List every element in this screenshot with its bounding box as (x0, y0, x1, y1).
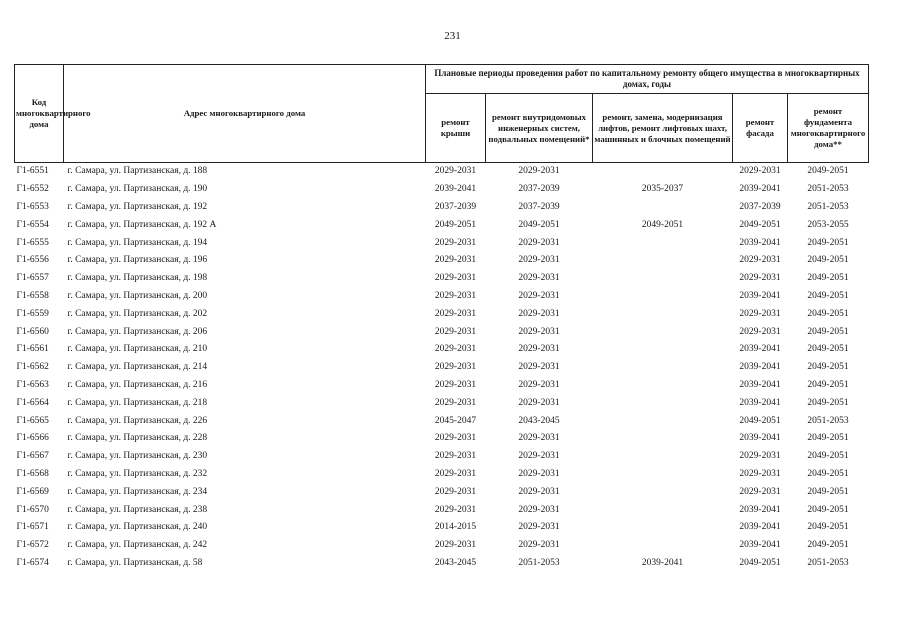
table-row (15, 483, 869, 501)
cell-address: г. Самара, ул. Партизанская, д. 238 (67, 504, 208, 515)
cell-roof: 2049-2051 (434, 219, 477, 230)
table-row (15, 430, 869, 448)
cell-facade: 2039-2041 (739, 522, 781, 533)
cell-foundation: 2049-2051 (807, 468, 849, 479)
cell-foundation: 2049-2051 (807, 326, 849, 337)
cell-roof: 2029-2031 (434, 486, 477, 497)
table-row (15, 341, 869, 359)
cell-roof: 2029-2031 (434, 540, 477, 551)
cell-roof: 2029-2031 (434, 451, 477, 462)
table-row (15, 466, 869, 484)
cell-code: Г1-6569 (16, 486, 49, 497)
header-code: Код многоквартирного дома (15, 65, 64, 163)
cell-facade: 2039-2041 (739, 290, 781, 301)
table-row (15, 394, 869, 412)
cell-roof: 2014-2015 (434, 522, 477, 533)
cell-address: г. Самара, ул. Партизанская, д. 58 (67, 557, 203, 568)
cell-elevators (593, 377, 733, 395)
table-row (15, 323, 869, 341)
cell-engineering: 2029-2031 (518, 344, 560, 355)
cell-roof: 2029-2031 (434, 326, 477, 337)
header-facade: ремонт фасада (733, 94, 788, 163)
cell-facade: 2049-2051 (739, 415, 781, 426)
cell-foundation: 2051-2053 (807, 201, 849, 212)
cell-address: г. Самара, ул. Партизанская, д. 190 (67, 184, 208, 195)
cell-facade: 2037-2039 (739, 201, 781, 212)
cell-address: г. Самара, ул. Партизанская, д. 240 (67, 522, 208, 533)
cell-roof: 2039-2041 (434, 184, 477, 195)
cell-code: Г1-6561 (16, 344, 49, 355)
cell-facade: 2039-2041 (739, 362, 781, 373)
cell-address: г. Самара, ул. Партизанская, д. 194 (67, 237, 208, 248)
cell-roof: 2029-2031 (434, 255, 477, 266)
cell-engineering: 2029-2031 (518, 255, 560, 266)
cell-facade: 2049-2051 (739, 557, 781, 568)
cell-code: Г1-6565 (16, 415, 49, 426)
cell-foundation: 2049-2051 (807, 397, 849, 408)
cell-address: г. Самара, ул. Партизанская, д. 198 (67, 273, 208, 284)
cell-code: Г1-6551 (15, 163, 64, 181)
cell-foundation: 2049-2051 (807, 540, 849, 551)
cell-address: г. Самара, ул. Партизанская, д. 218 (67, 397, 208, 408)
cell-roof: 2043-2045 (434, 557, 477, 568)
cell-engineering: 2029-2031 (518, 273, 560, 284)
table-row (15, 270, 869, 288)
cell-facade: 2039-2041 (739, 433, 781, 444)
cell-foundation: 2049-2051 (807, 504, 849, 515)
cell-address: г. Самара, ул. Партизанская, д. 202 (67, 308, 208, 319)
cell-engineering: 2029-2031 (518, 433, 560, 444)
cell-elevators (593, 234, 733, 252)
header-engineering: ремонт внутридомовых инженерных систем, подвальных помещений* (486, 94, 593, 163)
cell-elevators (593, 412, 733, 430)
cell-code: Г1-6572 (16, 540, 49, 551)
cell-facade: 2039-2041 (739, 504, 781, 515)
cell-engineering: 2029-2031 (518, 451, 560, 462)
cell-facade: 2039-2041 (739, 184, 781, 195)
cell-address: г. Самара, ул. Партизанская, д. 206 (67, 326, 208, 337)
cell-elevators (593, 448, 733, 466)
cell-facade: 2029-2031 (739, 273, 781, 284)
cell-address: г. Самара, ул. Партизанская, д. 214 (67, 362, 208, 373)
cell-elevators (593, 483, 733, 501)
cell-code: Г1-6554 (16, 219, 49, 230)
cell-engineering: 2037-2039 (518, 184, 560, 195)
cell-foundation: 2049-2051 (807, 486, 849, 497)
header-address: Адрес многоквартирного дома (64, 65, 426, 163)
cell-engineering: 2029-2031 (518, 326, 560, 337)
cell-foundation: 2049-2051 (788, 163, 869, 181)
cell-facade: 2049-2051 (739, 219, 781, 230)
cell-address: г. Самара, ул. Партизанская, д. 226 (67, 415, 208, 426)
cell-elevators: 2049-2051 (641, 219, 684, 230)
cell-code: Г1-6563 (16, 379, 49, 390)
cell-engineering: 2051-2053 (518, 557, 560, 568)
cell-engineering: 2029-2031 (518, 522, 560, 533)
cell-foundation: 2049-2051 (807, 344, 849, 355)
cell-elevators: 2039-2041 (641, 557, 684, 568)
cell-code: Г1-6564 (16, 397, 49, 408)
cell-roof: 2029-2031 (434, 344, 477, 355)
cell-elevators (593, 252, 733, 270)
cell-roof: 2037-2039 (434, 201, 477, 212)
cell-foundation: 2049-2051 (807, 273, 849, 284)
cell-roof: 2045-2047 (434, 415, 477, 426)
cell-roof: 2029-2031 (434, 237, 477, 248)
header-roof: ремонт крыши (426, 94, 486, 163)
cell-code: Г1-6570 (16, 504, 49, 515)
cell-code: Г1-6560 (16, 326, 49, 337)
cell-elevators (593, 305, 733, 323)
cell-engineering: 2049-2051 (518, 219, 560, 230)
cell-foundation: 2053-2055 (807, 219, 849, 230)
cell-roof: 2029-2031 (434, 379, 477, 390)
cell-code: Г1-6574 (16, 557, 49, 568)
cell-engineering: 2029-2031 (486, 163, 593, 181)
cell-roof: 2029-2031 (426, 163, 486, 181)
cell-engineering: 2029-2031 (518, 362, 560, 373)
cell-elevators (593, 288, 733, 306)
table-row (15, 199, 869, 217)
cell-elevators (593, 323, 733, 341)
cell-facade: 2029-2031 (739, 326, 781, 337)
table-row (15, 537, 869, 555)
cell-address: г. Самара, ул. Партизанская, д. 232 (67, 468, 208, 479)
header-elevators: ремонт, замена, модернизация лифтов, ремонт лифтовых шахт, машинных и блочных помещений (593, 94, 733, 163)
cell-foundation: 2049-2051 (807, 362, 849, 373)
cell-address: г. Самара, ул. Партизанская, д. 228 (67, 433, 208, 444)
cell-facade: 2029-2031 (739, 486, 781, 497)
cell-foundation: 2051-2053 (807, 415, 849, 426)
cell-facade: 2029-2031 (739, 468, 781, 479)
cell-code: Г1-6559 (16, 308, 49, 319)
cell-code: Г1-6567 (16, 451, 49, 462)
table-row (15, 377, 869, 395)
cell-address: г. Самара, ул. Партизанская, д. 210 (67, 344, 208, 355)
table-row (15, 501, 869, 519)
cell-foundation: 2049-2051 (807, 522, 849, 533)
cell-roof: 2029-2031 (434, 504, 477, 515)
cell-roof: 2029-2031 (434, 468, 477, 479)
cell-roof: 2029-2031 (434, 308, 477, 319)
cell-engineering: 2037-2039 (518, 201, 560, 212)
cell-roof: 2029-2031 (434, 362, 477, 373)
cell-facade: 2039-2041 (739, 397, 781, 408)
cell-address: г. Самара, ул. Партизанская, д. 216 (67, 379, 208, 390)
cell-elevators (593, 501, 733, 519)
cell-elevators (593, 466, 733, 484)
cell-foundation: 2051-2053 (807, 557, 849, 568)
cell-roof: 2029-2031 (434, 433, 477, 444)
cell-engineering: 2029-2031 (518, 540, 560, 551)
cell-engineering: 2029-2031 (518, 290, 560, 301)
cell-engineering: 2029-2031 (518, 486, 560, 497)
cell-elevators (593, 270, 733, 288)
cell-address: г. Самара, ул. Партизанская, д. 188 (64, 163, 426, 181)
cell-code: Г1-6558 (16, 290, 49, 301)
cell-address: г. Самара, ул. Партизанская, д. 234 (67, 486, 208, 497)
cell-facade: 2029-2031 (739, 255, 781, 266)
table-row (15, 555, 869, 573)
header-foundation: ремонт фундамента многоквартирного дома** (788, 94, 869, 163)
cell-address: г. Самара, ул. Партизанская, д. 192 А (67, 219, 217, 230)
cell-code: Г1-6562 (16, 362, 49, 373)
cell-elevators (593, 430, 733, 448)
table-row (15, 412, 869, 430)
cell-code: Г1-6555 (16, 237, 49, 248)
table-row (15, 181, 869, 199)
table-row (15, 252, 869, 270)
cell-engineering: 2029-2031 (518, 379, 560, 390)
cell-elevators (593, 394, 733, 412)
cell-elevators: 2035-2037 (641, 184, 684, 195)
cell-code: Г1-6552 (16, 184, 49, 195)
cell-engineering: 2029-2031 (518, 308, 560, 319)
cell-elevators (593, 359, 733, 377)
cell-facade: 2029-2031 (739, 308, 781, 319)
cell-elevators (593, 537, 733, 555)
cell-engineering: 2043-2045 (518, 415, 560, 426)
cell-foundation: 2049-2051 (807, 237, 849, 248)
cell-address: г. Самара, ул. Партизанская, д. 196 (67, 255, 208, 266)
cell-code: Г1-6556 (16, 255, 49, 266)
cell-foundation: 2049-2051 (807, 290, 849, 301)
cell-foundation: 2049-2051 (807, 308, 849, 319)
cell-foundation: 2049-2051 (807, 451, 849, 462)
table-row (15, 216, 869, 234)
cell-code: Г1-6557 (16, 273, 49, 284)
table-body (15, 163, 869, 573)
cell-facade: 2039-2041 (739, 379, 781, 390)
header-periods: Плановые периоды проведения работ по капитальному ремонту общего имущества в многоквартирных домах, годы (426, 65, 869, 94)
table-row (15, 288, 869, 306)
cell-roof: 2029-2031 (434, 273, 477, 284)
cell-elevators (593, 163, 733, 181)
cell-address: г. Самара, ул. Партизанская, д. 230 (67, 451, 208, 462)
cell-facade: 2029-2031 (739, 451, 781, 462)
cell-foundation: 2051-2053 (807, 184, 849, 195)
page-number: 231 (444, 30, 461, 42)
cell-facade: 2039-2041 (739, 540, 781, 551)
table-row (15, 448, 869, 466)
cell-facade: 2039-2041 (739, 237, 781, 248)
cell-foundation: 2049-2051 (807, 379, 849, 390)
cell-code: Г1-6566 (16, 433, 49, 444)
cell-facade: 2029-2031 (733, 163, 788, 181)
table-row (15, 305, 869, 323)
cell-roof: 2029-2031 (434, 397, 477, 408)
capital-repair-table (14, 64, 869, 572)
cell-engineering: 2029-2031 (518, 504, 560, 515)
cell-elevators (593, 341, 733, 359)
cell-engineering: 2029-2031 (518, 237, 560, 248)
cell-code: Г1-6571 (16, 522, 49, 533)
cell-address: г. Самара, ул. Партизанская, д. 242 (67, 540, 208, 551)
cell-elevators (593, 519, 733, 537)
cell-elevators (593, 199, 733, 217)
cell-foundation: 2049-2051 (807, 255, 849, 266)
table-row (15, 519, 869, 537)
cell-facade: 2039-2041 (739, 344, 781, 355)
cell-code: Г1-6568 (16, 468, 49, 479)
cell-roof: 2029-2031 (434, 290, 477, 301)
cell-engineering: 2029-2031 (518, 468, 560, 479)
cell-code: Г1-6553 (16, 201, 49, 212)
cell-foundation: 2049-2051 (807, 433, 849, 444)
cell-address: г. Самара, ул. Партизанская, д. 192 (67, 201, 208, 212)
table-row (15, 359, 869, 377)
table-row (15, 163, 869, 181)
cell-engineering: 2029-2031 (518, 397, 560, 408)
table-row (15, 234, 869, 252)
cell-address: г. Самара, ул. Партизанская, д. 200 (67, 290, 208, 301)
